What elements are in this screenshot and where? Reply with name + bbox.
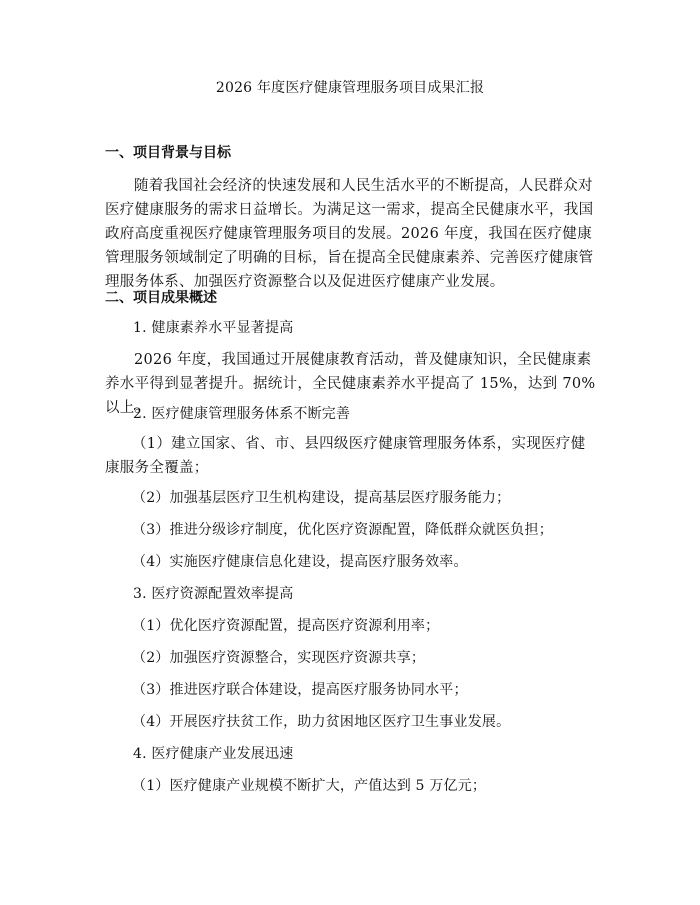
section-heading-background: 一、项目背景与目标 <box>105 145 231 161</box>
list-item-service-system-2: （2）加强基层医疗卫生机构建设，提高基层医疗服务能力； <box>132 490 511 506</box>
document-title: 2026 年度医疗健康管理服务项目成果汇报 <box>215 80 485 96</box>
list-item-service-system-4: （4）实施医疗健康信息化建设，提高医疗服务效率。 <box>132 554 468 570</box>
section-heading-results: 二、项目成果概述 <box>105 290 217 306</box>
list-item-service-system-3: （3）推进分级诊疗制度，优化医疗资源配置，降低群众就医负担； <box>132 522 553 538</box>
subsection-heading-service-system: 2. 医疗健康管理服务体系不断完善 <box>133 406 351 422</box>
list-item-resource-efficiency-3: （3）推进医疗联合体建设，提高医疗服务协同水平； <box>132 682 468 698</box>
list-item-resource-efficiency-4: （4）开展医疗扶贫工作，助力贫困地区医疗卫生事业发展。 <box>132 714 511 730</box>
list-item-service-system-1: （1）建立国家、省、市、县四级医疗健康管理服务体系，实现医疗健康服务全覆盖； <box>105 436 586 476</box>
subsection-heading-industry: 4. 医疗健康产业发展迅速 <box>133 746 294 762</box>
subsection-heading-health-literacy: 1. 健康素养水平显著提高 <box>133 320 294 336</box>
subsection-heading-resource-efficiency: 3. 医疗资源配置效率提高 <box>133 586 294 602</box>
list-item-resource-efficiency-1: （1）优化医疗资源配置，提高医疗资源利用率； <box>132 618 440 634</box>
section-paragraph-background: 随着我国社会经济的快速发展和人民生活水平的不断提高，人民群众对医疗健康服务的需求日益增长。为满足这一需求，提高全民健康水平，我国政府高度重视医疗健康管理服务项目的发展。2026 年度，我国在医疗健康管理服务领域制定了明确的目标，旨在提高全民健康素养、完善医疗健康管理服务体系、加强医疗资源整合以及促进医疗健康产业发展。 <box>105 178 594 290</box>
list-item-resource-efficiency-2: （2）加强医疗资源整合，实现医疗资源共享； <box>132 650 426 666</box>
list-item-industry-1: （1）医疗健康产业规模不断扩大，产值达到 5 万亿元； <box>132 778 487 794</box>
subsection-paragraph-health-literacy: 2026 年度，我国通过开展健康教育活动，普及健康知识，全民健康素养水平得到显著提升。据统计，全民健康素养水平提高了 15%，达到 70%以上。 <box>105 352 596 416</box>
